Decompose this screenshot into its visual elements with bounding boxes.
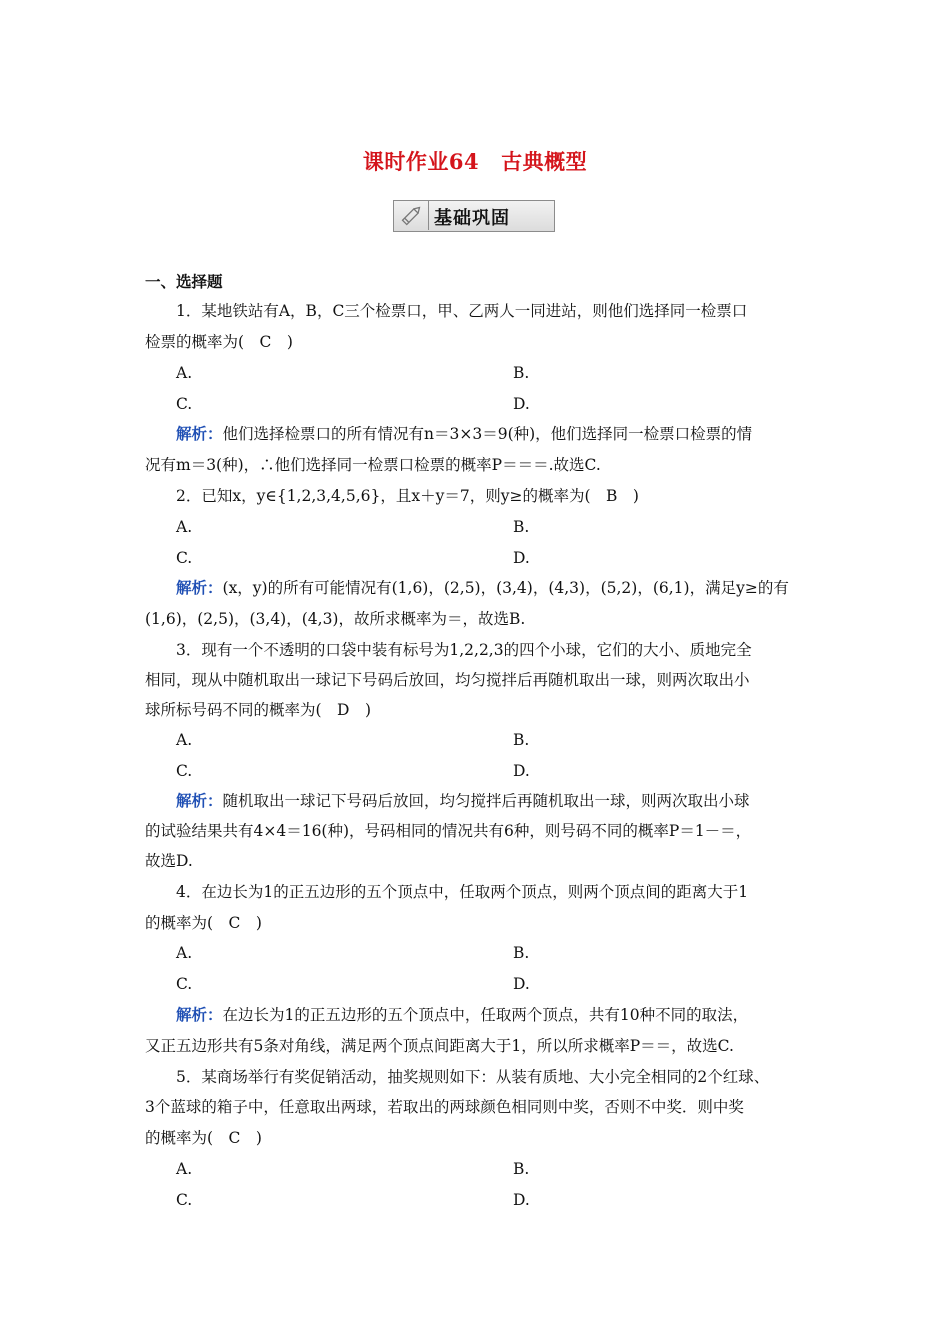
- pencil-icon: [394, 201, 429, 230]
- answer-label: 解析：: [176, 424, 223, 443]
- q2-option-d: D.: [513, 549, 530, 567]
- q2-option-c: C.: [176, 549, 193, 567]
- q4-option-d: D.: [513, 975, 530, 993]
- q1-option-c: C.: [176, 395, 193, 413]
- q3-option-b: B.: [513, 731, 530, 749]
- title-topic: 古典概型: [501, 149, 588, 174]
- answer-label: 解析：: [176, 578, 223, 597]
- q1-option-b: B.: [513, 364, 530, 382]
- q1-explanation-line1: 解析：他们选择检票口的所有情况有n＝3×3＝9(种)，他们选择同一检票口检票的情: [176, 424, 753, 443]
- q3-stem-line3: 球所标号码不同的概率为( D ): [145, 701, 372, 719]
- q4-explanation-line1: 解析：在边长为1的正五边形的五个顶点中，任取两个顶点，共有10种不同的取法，: [176, 1005, 749, 1024]
- q3-option-d: D.: [513, 762, 530, 780]
- q3-stem-line2: 相同，现从中随机取出一球记下号码后放回，均匀搅拌后再随机取出一球，则两次取出小: [145, 671, 750, 689]
- answer-label: 解析：: [176, 791, 223, 810]
- section-banner: [393, 200, 555, 232]
- q1-explanation-line2: 况有m＝3(种)，∴他们选择同一检票口检票的概率P＝＝＝.故选C.: [145, 456, 601, 474]
- q3-option-a: A.: [176, 731, 193, 749]
- q2-stem-line1: 2．已知x，y∈{1,2,3,4,5,6}，且x＋y＝7，则y≥的概率为( B ): [176, 487, 639, 505]
- q5-option-c: C.: [176, 1191, 193, 1209]
- q1-option-a: A.: [176, 364, 193, 382]
- q4-explanation-line2: 又正五边形共有5条对角线，满足两个顶点间距离大于1，所以所求概率P＝＝，故选C.: [145, 1037, 734, 1055]
- q5-option-a: A.: [176, 1160, 193, 1178]
- answer-label: 解析：: [176, 1005, 223, 1024]
- q5-stem-line1: 5．某商场举行有奖促销活动，抽奖规则如下：从装有质地、大小完全相同的2个红球、: [176, 1068, 770, 1086]
- q3-option-c: C.: [176, 762, 193, 780]
- q5-stem-line2: 3个蓝球的箱子中，任意取出两球，若取出的两球颜色相同则中奖，否则不中奖．则中奖: [145, 1098, 744, 1116]
- q5-stem-line3: 的概率为( C ): [145, 1129, 262, 1147]
- q3-explanation-line2: 的试验结果共有4×4＝16(种)，号码相同的情况共有6种，则号码不同的概率P＝1－＝，: [145, 822, 752, 840]
- q4-stem-line1: 4．在边长为1的正五边形的五个顶点中，任取两个顶点，则两个顶点间的距离大于1: [176, 883, 749, 901]
- q2-option-a: A.: [176, 518, 193, 536]
- q4-option-c: C.: [176, 975, 193, 993]
- q3-explanation-line3: 故选D.: [145, 852, 193, 870]
- q3-explanation-line1: 解析：随机取出一球记下号码后放回，均匀搅拌后再随机取出一球，则两次取出小球: [176, 791, 750, 810]
- q1-stem-line2: 检票的概率为( C ): [145, 333, 293, 351]
- q4-stem-line2: 的概率为( C ): [145, 914, 262, 932]
- section-heading: 一、选择题: [145, 272, 223, 291]
- q1-option-d: D.: [513, 395, 530, 413]
- q3-stem-line1: 3．现有一个不透明的口袋中装有标号为1,2,2,3的四个小球，它们的大小、质地完全: [176, 641, 752, 659]
- q1-stem-line1: 1．某地铁站有A，B，C三个检票口，甲、乙两人一同进站，则他们选择同一检票口: [176, 302, 748, 320]
- q4-option-b: B.: [513, 944, 530, 962]
- section-label: 基础巩固: [434, 208, 510, 229]
- q5-option-d: D.: [513, 1191, 530, 1209]
- q2-explanation-line2: (1,6)，(2,5)，(3,4)，(4,3)，故所求概率为＝，故选B.: [145, 610, 526, 628]
- q2-option-b: B.: [513, 518, 530, 536]
- q5-option-b: B.: [513, 1160, 530, 1178]
- q2-explanation-line1: 解析：(x，y)的所有可能情况有(1,6)，(2,5)，(3,4)，(4,3)，(5,2)，(6,1)，满足y≥的有: [176, 578, 789, 597]
- q4-option-a: A.: [176, 944, 193, 962]
- title-number: 课时作业64: [362, 149, 480, 174]
- page-title: [0, 146, 950, 176]
